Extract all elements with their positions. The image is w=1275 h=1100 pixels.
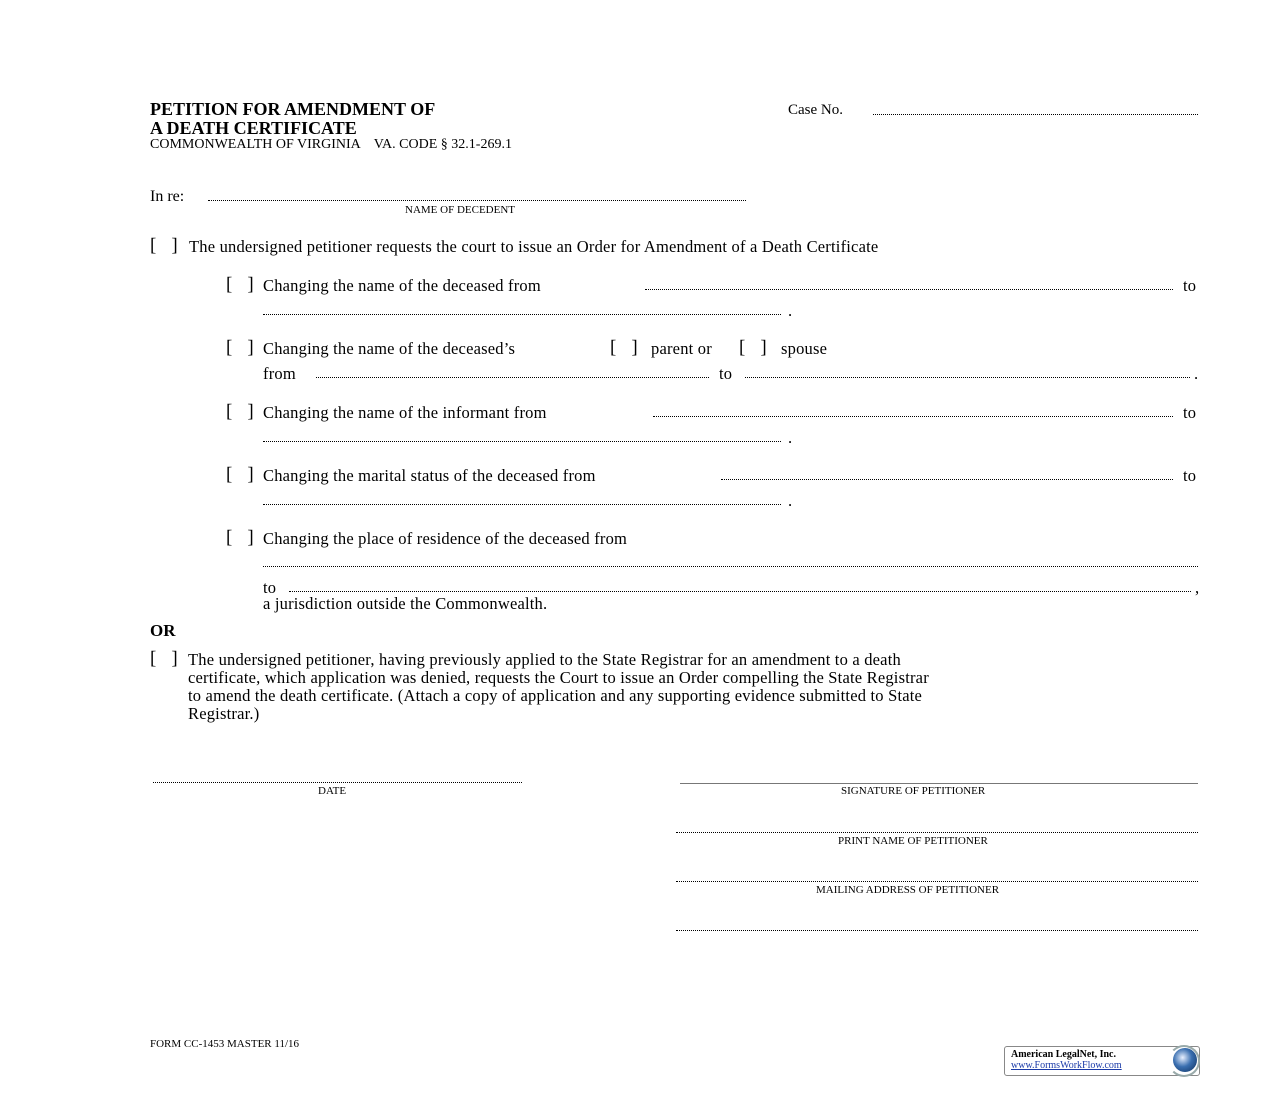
change-marital-to-label: to [1183, 466, 1197, 485]
or-label: OR [150, 621, 176, 640]
decedent-name-field[interactable] [208, 200, 746, 201]
change-residence-comma: , [1195, 578, 1200, 597]
print-name-caption: PRINT NAME OF PETITIONER [838, 835, 988, 847]
change-marital-checkbox[interactable]: [ ] [226, 464, 254, 485]
logo-url[interactable]: www.FormsWorkFlow.com [1011, 1060, 1122, 1071]
option1-checkbox[interactable]: [ ] [150, 235, 178, 256]
date-field[interactable] [153, 782, 522, 783]
option2-line4: Registrar.) [188, 704, 260, 723]
parent-spouse-from-field[interactable] [316, 377, 709, 378]
option2-line2: certificate, which application was denied, requests the Court to issue an Order compelling the State Registrar [188, 668, 929, 687]
parent-checkbox[interactable]: [ ] [610, 337, 638, 358]
change-name-period: . [788, 301, 793, 320]
change-informant-checkbox[interactable]: [ ] [226, 401, 254, 422]
change-residence-text: Changing the place of residence of the deceased from [263, 529, 628, 548]
change-name-checkbox[interactable]: [ ] [226, 274, 254, 295]
parent-spouse-from-label: from [263, 364, 296, 383]
outside-commonwealth-text: a jurisdiction outside the Commonwealth. [263, 594, 548, 613]
change-parent-spouse-text: Changing the name of the deceased’s [263, 339, 516, 358]
date-caption: DATE [318, 785, 347, 797]
case-number-field[interactable] [873, 114, 1198, 115]
change-informant-from-field[interactable] [653, 416, 1173, 417]
parent-label: parent or [651, 339, 712, 358]
globe-icon [1173, 1048, 1197, 1072]
mailing-address-field[interactable] [676, 881, 1198, 882]
mailing-address-caption: MAILING ADDRESS OF PETITIONER [816, 884, 1000, 896]
change-name-to-label: to [1183, 276, 1197, 295]
in-re-label: In re: [150, 188, 185, 205]
change-marital-text: Changing the marital status of the deceased from [263, 466, 596, 485]
change-name-to-field[interactable] [263, 314, 781, 315]
logo-company-name: American LegalNet, Inc. [1011, 1049, 1116, 1060]
mailing-address-field-2[interactable] [676, 930, 1198, 931]
parent-spouse-to-field[interactable] [745, 377, 1190, 378]
print-name-field[interactable] [676, 832, 1198, 833]
signature-field[interactable] [680, 783, 1198, 784]
change-informant-text: Changing the name of the informant from [263, 403, 547, 422]
change-parent-spouse-checkbox[interactable]: [ ] [226, 337, 254, 358]
change-marital-period: . [788, 491, 793, 510]
form-title-line1: PETITION FOR AMENDMENT OF [150, 99, 436, 119]
change-informant-to-label: to [1183, 403, 1197, 422]
option2-line1: The undersigned petitioner, having previously applied to the State Registrar for an amendment to a death [188, 650, 901, 669]
spouse-checkbox[interactable]: [ ] [739, 337, 767, 358]
case-number-label: Case No. [788, 102, 843, 118]
parent-spouse-to-label: to [719, 364, 733, 383]
signature-caption: SIGNATURE OF PETITIONER [841, 785, 986, 797]
option2-line3: to amend the death certificate. (Attach a copy of application and any supporting evidence submitted to State [188, 686, 923, 705]
change-residence-checkbox[interactable]: [ ] [226, 527, 254, 548]
change-informant-to-field[interactable] [263, 441, 781, 442]
change-name-text: Changing the name of the deceased from [263, 276, 541, 295]
change-name-from-field[interactable] [645, 289, 1173, 290]
spouse-label: spouse [781, 339, 828, 358]
change-residence-to-field[interactable] [289, 591, 1191, 592]
change-informant-period: . [788, 428, 793, 447]
parent-spouse-period: . [1194, 364, 1199, 383]
american-legalnet-logo[interactable] [1004, 1046, 1200, 1076]
form-title-line2: A DEATH CERTIFICATE [150, 118, 357, 138]
form-id: FORM CC-1453 MASTER 11/16 [150, 1038, 300, 1050]
change-residence-to-label: to [263, 578, 277, 597]
change-marital-from-field[interactable] [721, 479, 1173, 480]
option1-text: The undersigned petitioner requests the court to issue an Order for Amendment of a Death Certificate [189, 237, 879, 256]
option2-checkbox[interactable]: [ ] [150, 648, 178, 669]
decedent-name-caption: NAME OF DECEDENT [405, 204, 515, 216]
change-marital-to-field[interactable] [263, 504, 781, 505]
change-residence-from-field[interactable] [263, 566, 1198, 567]
form-subtitle: COMMONWEALTH OF VIRGINIA VA. CODE § 32.1-269.1 [150, 137, 512, 152]
